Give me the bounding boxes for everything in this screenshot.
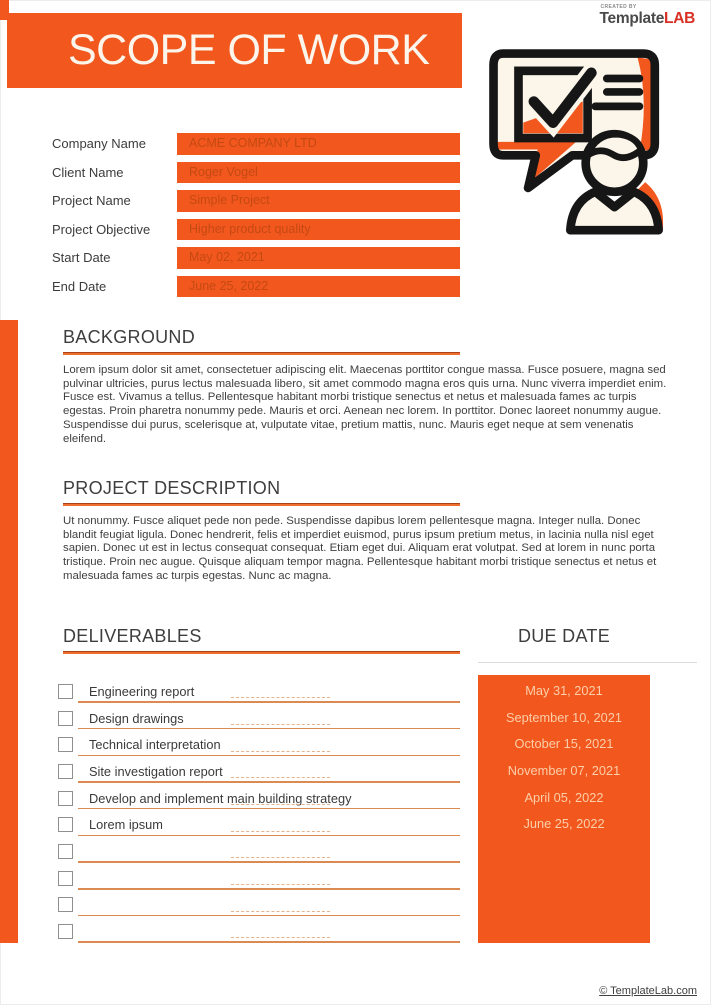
- row-underline: [78, 888, 460, 889]
- due-date-value: November 07, 2021: [507, 763, 621, 779]
- project-info-fields: [52, 133, 460, 304]
- company-name-field[interactable]: ACME COMPANY LTD: [177, 133, 460, 155]
- deliverable-label: Design drawings: [89, 710, 184, 726]
- heading-rule: [63, 352, 460, 355]
- field-label: Company Name: [52, 136, 146, 152]
- due-date-header: [478, 626, 650, 647]
- deliverable-row: [52, 918, 460, 945]
- checkbox-icon[interactable]: [58, 684, 73, 699]
- checkbox-icon[interactable]: [58, 711, 73, 726]
- field-row-project-name: [52, 190, 460, 212]
- brand-name: Template: [599, 10, 665, 27]
- title-banner: [7, 13, 462, 88]
- checkbox-icon[interactable]: [58, 871, 73, 886]
- field-label: Client Name: [52, 164, 124, 180]
- project-name-field[interactable]: Simple Project: [177, 190, 460, 212]
- due-date-divider: [478, 662, 697, 663]
- presentation-checklist-icon: [482, 42, 674, 236]
- start-date-field[interactable]: May 02, 2021: [177, 247, 460, 269]
- brand-prefix: CREATED BY: [600, 4, 637, 10]
- row-underline: [78, 781, 460, 782]
- deliverable-label: Technical interpretation: [89, 737, 221, 753]
- field-label: Project Name: [52, 193, 131, 209]
- due-date-value: June 25, 2022: [523, 816, 605, 832]
- field-row-objective: [52, 219, 460, 241]
- client-name-field[interactable]: Roger Vogel: [177, 162, 460, 184]
- deliverables-list: [52, 678, 460, 945]
- checkbox-icon[interactable]: [58, 897, 73, 912]
- background-heading: BACKGROUND: [63, 327, 196, 347]
- deliverable-row: [52, 811, 460, 838]
- checkbox-icon[interactable]: [58, 791, 73, 806]
- checkbox-icon[interactable]: [58, 817, 73, 832]
- field-label: Start Date: [52, 250, 111, 266]
- field-label: Project Objective: [52, 221, 151, 237]
- deliverable-row: [52, 865, 460, 892]
- deliverable-row: [52, 731, 460, 758]
- checkbox-icon[interactable]: [58, 737, 73, 752]
- background-section: [63, 327, 668, 446]
- deliverable-row: [52, 892, 460, 919]
- deliverable-label: Engineering report: [89, 683, 195, 699]
- due-date-value: October 15, 2021: [514, 736, 614, 752]
- row-underline: [78, 915, 460, 916]
- deliverable-row: [52, 785, 460, 812]
- checkbox-icon[interactable]: [58, 924, 73, 939]
- project-description-heading: PROJECT DESCRIPTION: [63, 478, 281, 498]
- due-date-value: May 31, 2021: [525, 683, 603, 698]
- due-date-heading: DUE DATE: [517, 626, 611, 646]
- deliverable-row: [52, 705, 460, 732]
- row-underline: [78, 808, 460, 809]
- row-underline: [78, 941, 460, 942]
- checkbox-icon[interactable]: [58, 764, 73, 779]
- field-row-end-date: [52, 276, 460, 298]
- row-underline: [78, 728, 460, 729]
- end-date-field[interactable]: June 25, 2022: [177, 276, 460, 298]
- page-title: SCOPE OF WORK: [68, 26, 430, 74]
- row-underline: [78, 755, 460, 756]
- project-description-body: Ut nonummy. Fusce aliquet pede non pede. Suspendisse dapibus lorem pellentesque magna. Integer nulla. Donec blandit feugiat ligula. Donec hendrerit, felis et imperdiet euismod, purus ipsum pretium metus, in lacinia nulla nisl eget sapien. Donec ut est in lectus consequat consequat. Etiam eget dui. Aliquam erat volutpat. Sed at lorem in nunc porta tristique. Proin nec augue. Quisque aliquam tempor magna. Pellentesque habitant morbi tristique senectus et netus et malesuada fames ac turpis egestas. Nunc ac magna.: [63, 515, 657, 582]
- heading-rule: [63, 503, 460, 506]
- due-date-value: April 05, 2022: [524, 789, 604, 805]
- heading-rule: [63, 651, 460, 654]
- project-description-section: [63, 478, 668, 584]
- brand-logo[interactable]: [600, 5, 695, 27]
- deliverable-row: [52, 758, 460, 785]
- due-date-panel: [478, 675, 650, 943]
- project-objective-field[interactable]: Higher product quality: [177, 219, 460, 241]
- row-underline: [78, 835, 460, 836]
- brand-suffix: LAB: [664, 10, 695, 27]
- deliverable-label: Site investigation report: [89, 763, 223, 779]
- side-accent-bar: [0, 320, 18, 943]
- checkbox-icon[interactable]: [58, 844, 73, 859]
- deliverable-row: [52, 838, 460, 865]
- deliverable-row: [52, 678, 460, 705]
- due-date-value: September 10, 2021: [506, 709, 622, 725]
- field-row-company: [52, 133, 460, 155]
- field-row-start-date: [52, 247, 460, 269]
- footer-credit-link[interactable]: © TemplateLab.com: [599, 985, 697, 997]
- deliverable-label: Develop and implement main building strategy: [89, 790, 352, 806]
- field-row-client: [52, 162, 460, 184]
- background-body: Lorem ipsum dolor sit amet, consectetuer adipiscing elit. Maecenas porttitor congue massa. Fusce posuere, magna sed pulvinar ultricies, purus lectus malesuada libero, sit amet commodo magna eros quis urna. Nunc viverra imperdiet enim. Fusce est. Vivamus a tellus. Pellentesque habitant morbi tristique senectus et netus et malesuada fames ac turpis egestas. Proin pharetra nonummy pede. Mauris et orci. Aenean nec lorem. In porttitor. Donec laoreet nonummy augue. Suspendisse dui purus, scelerisque at, vulputate vitae, pretium mattis, nunc. Mauris eget neque at sem venenatis eleifend.: [63, 364, 667, 445]
- field-label: End Date: [52, 278, 107, 294]
- row-underline: [78, 861, 460, 862]
- deliverable-label: Lorem ipsum: [89, 817, 163, 833]
- deliverables-heading: DELIVERABLES: [63, 626, 202, 646]
- row-underline: [78, 701, 460, 702]
